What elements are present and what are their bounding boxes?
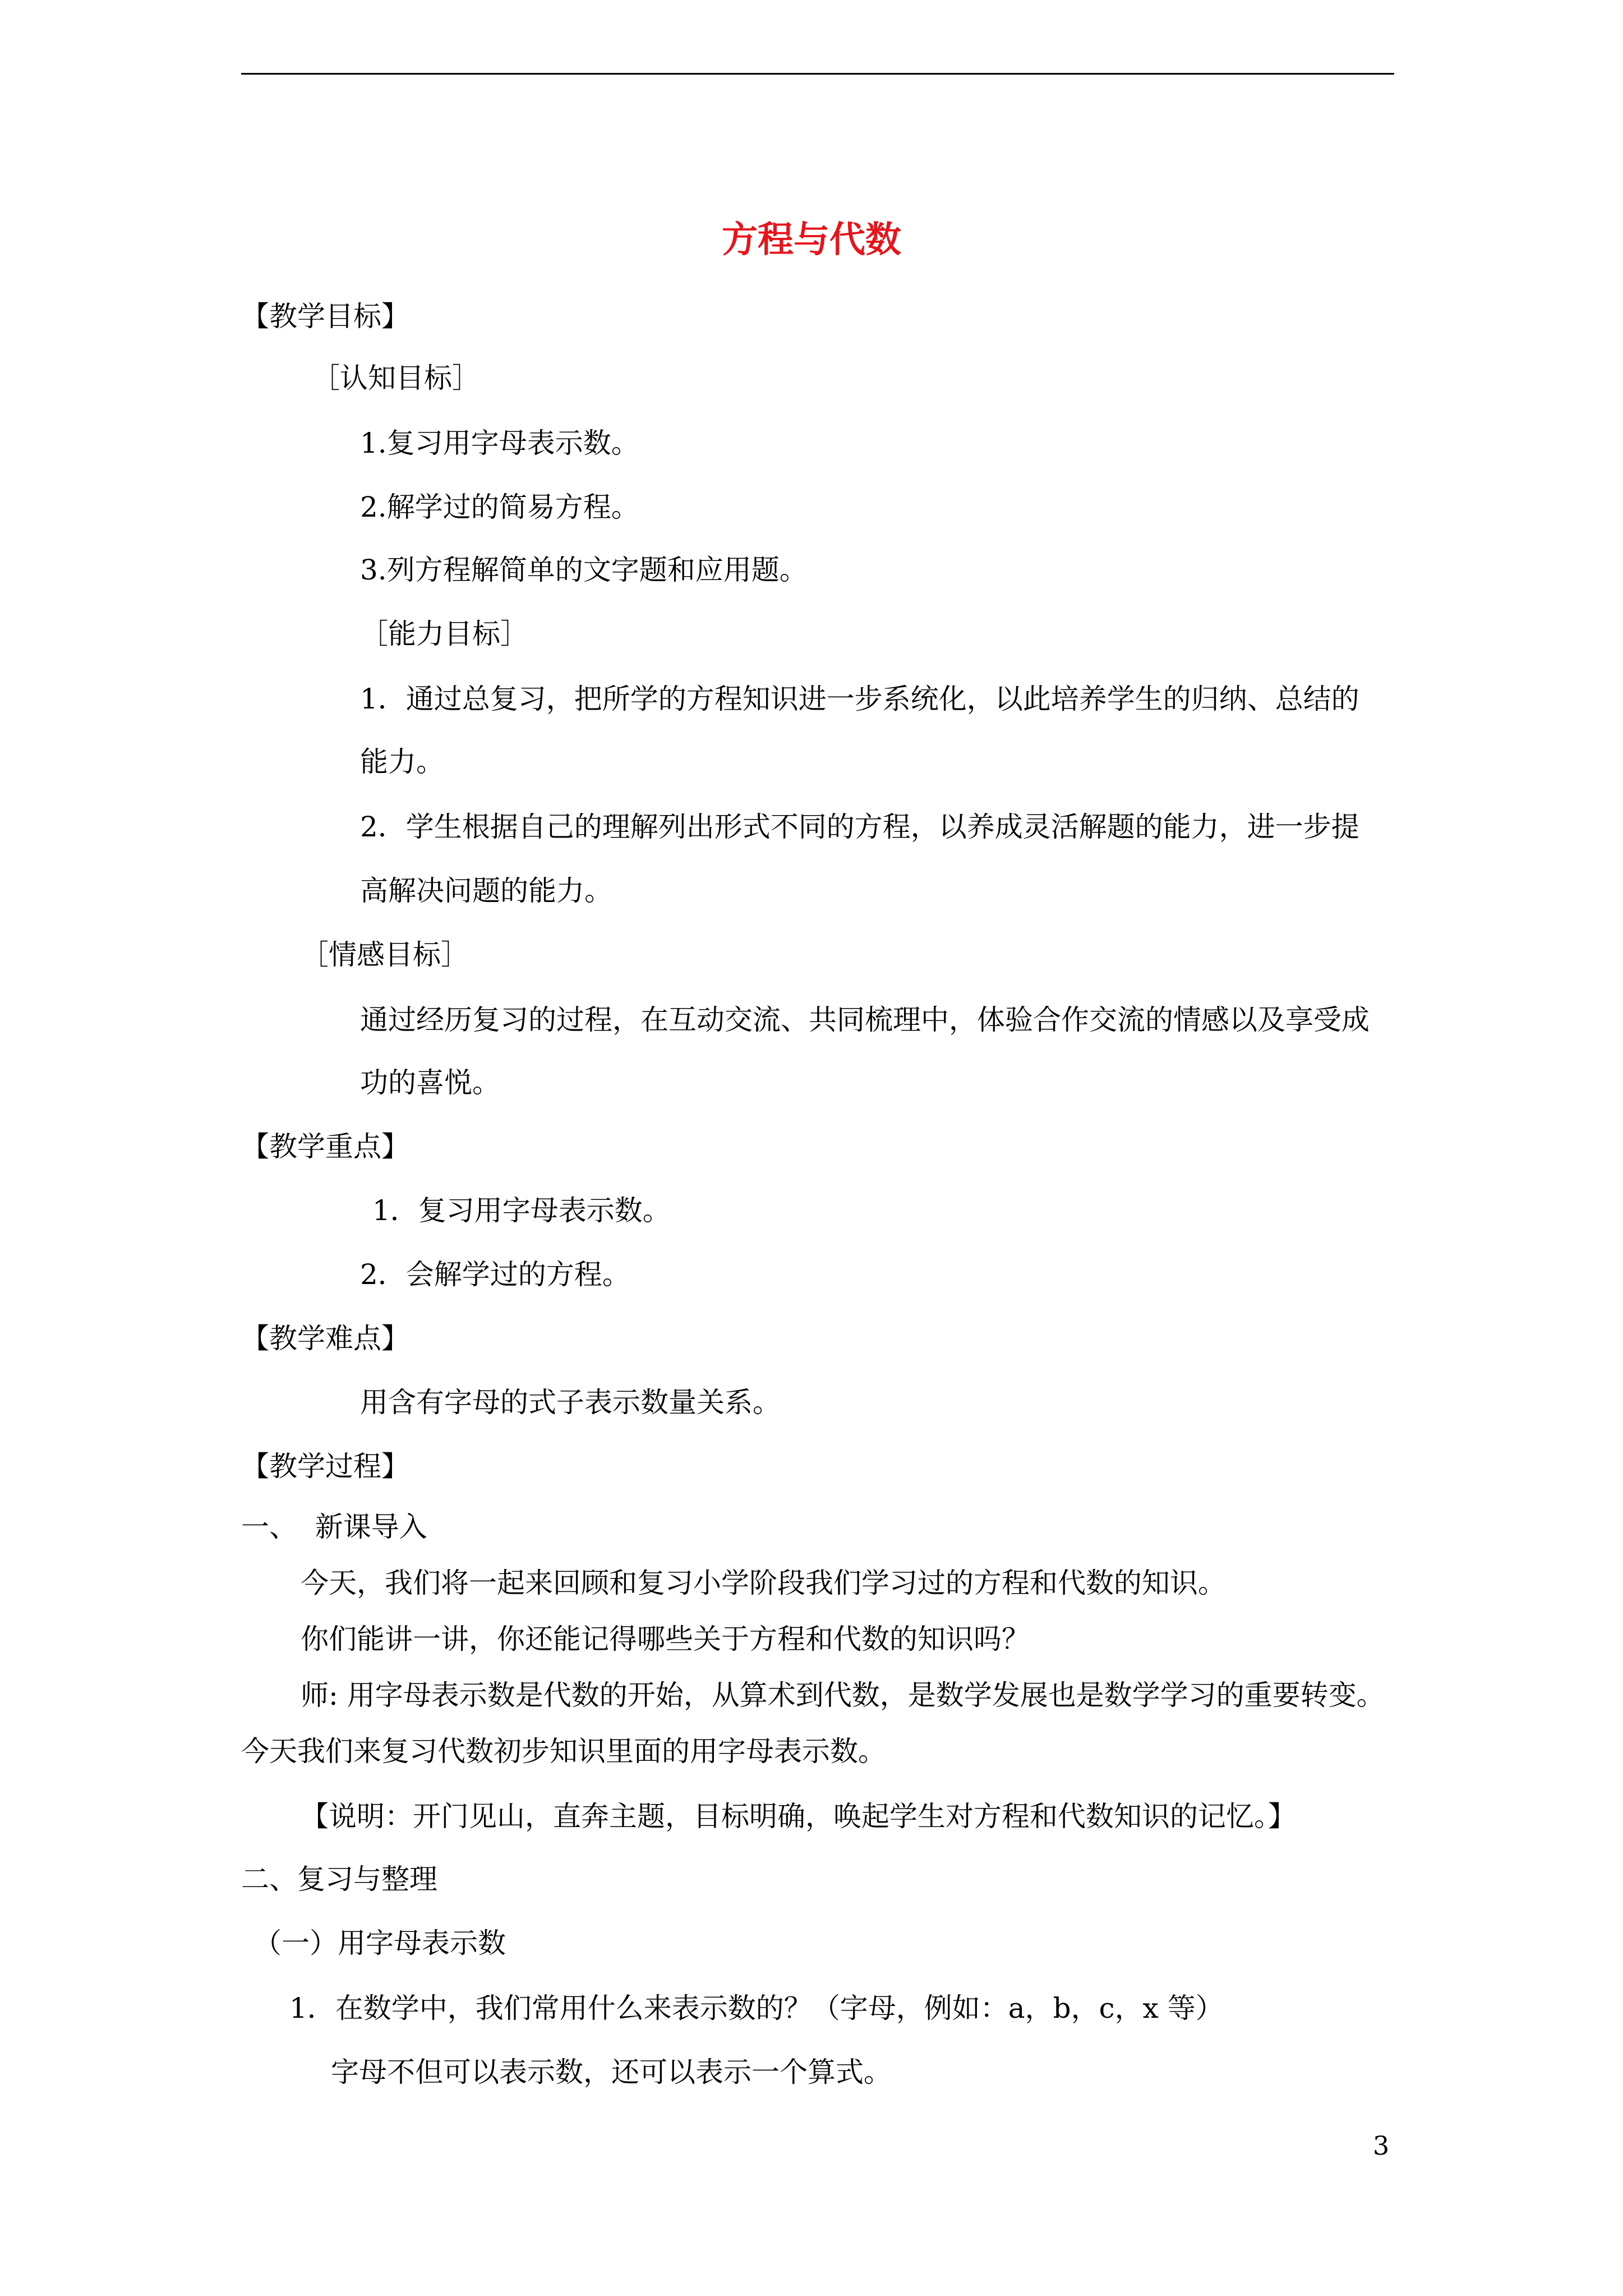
heading-teaching-goals: 【教学目标】	[241, 300, 409, 333]
subheading-emotional-goals: ［情感目标］	[301, 938, 469, 971]
list-item: 2．会解学过的方程。	[360, 1258, 630, 1291]
paragraph-line: 2．学生根据自己的理解列出形式不同的方程，以养成灵活解题的能力，进一步提	[360, 811, 1359, 843]
heading-difficulties: 【教学难点】	[241, 1322, 409, 1355]
heading-teaching-process: 【教学过程】	[241, 1450, 409, 1483]
list-item: 1．复习用字母表示数。	[372, 1194, 671, 1227]
paragraph-line: 用含有字母的式子表示数量关系。	[360, 1386, 781, 1419]
paragraph-line: 1．通过总复习，把所学的方程知识进一步系统化，以此培养学生的归纳、总结的	[360, 683, 1359, 715]
heading-key-points: 【教学重点】	[241, 1130, 409, 1163]
section-heading: 二、复习与整理	[241, 1863, 437, 1895]
list-item: 1．在数学中，我们常用什么来表示数的？（字母，例如：a，b，c，x 等）	[289, 1992, 1224, 2024]
paragraph-line: 功的喜悦。	[360, 1066, 500, 1099]
list-item: 2.解学过的简易方程。	[360, 491, 639, 523]
page-number: 3	[1373, 2131, 1390, 2161]
note-line: 【说明：开门见山，直奔主题，目标明确，唤起学生对方程和代数知识的记忆。】	[301, 1800, 1296, 1833]
paragraph-line: 能力。	[360, 746, 444, 778]
subheading-ability-goals: ［能力目标］	[360, 618, 528, 650]
paragraph-line: 今天我们来复习代数初步知识里面的用字母表示数。	[241, 1735, 886, 1768]
document-title: 方程与代数	[722, 219, 901, 261]
paragraph-line: 师: 用字母表示数是代数的开始，从算术到代数，是数学发展也是数学学习的重要转变。	[301, 1679, 1385, 1711]
header-rule	[241, 73, 1394, 75]
subsection-heading: （一）用字母表示数	[253, 1927, 506, 1959]
section-heading: 一、 新课导入	[241, 1511, 427, 1543]
list-item: 1.复习用字母表示数。	[360, 427, 639, 459]
paragraph-line: 你们能讲一讲，你还能记得哪些关于方程和代数的知识吗？	[301, 1623, 1030, 1655]
list-item: 3.列方程解简单的文字题和应用题。	[360, 554, 808, 586]
paragraph-line: 通过经历复习的过程，在互动交流、共同梳理中，体验合作交流的情感以及享受成	[360, 1004, 1370, 1036]
paragraph-line: 今天，我们将一起来回顾和复习小学阶段我们学习过的方程和代数的知识。	[301, 1567, 1226, 1599]
paragraph-line: 高解决问题的能力。	[360, 875, 612, 907]
subheading-cognitive-goals: ［认知目标］	[312, 362, 480, 394]
paragraph-line: 字母不但可以表示数，还可以表示一个算式。	[331, 2056, 892, 2088]
